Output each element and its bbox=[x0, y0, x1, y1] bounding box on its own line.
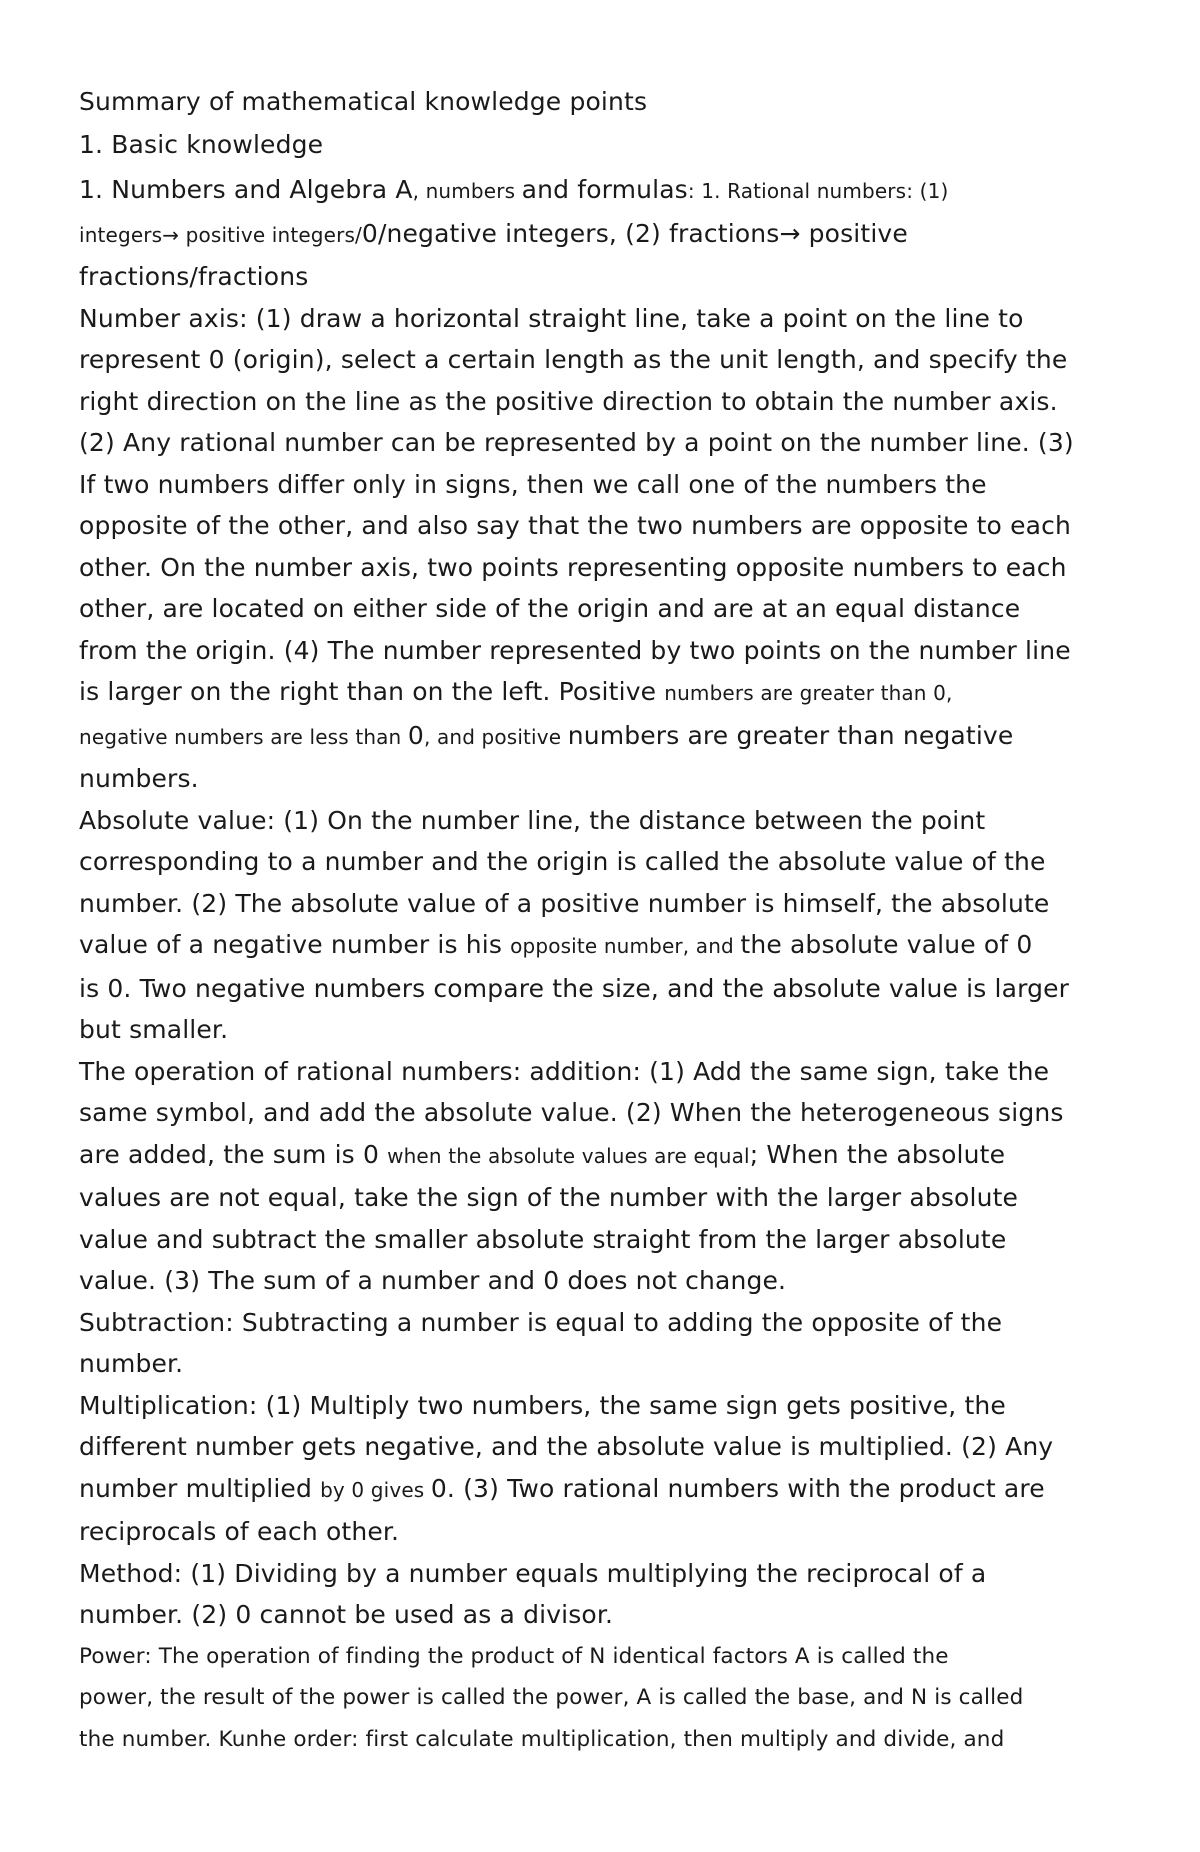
text-line bbox=[79, 671, 1129, 715]
text-line bbox=[79, 1385, 1129, 1427]
text-line bbox=[79, 1677, 1129, 1719]
text-run: The operation of rational numbers: addition: (1) Add the same sign, take the bbox=[79, 1056, 1050, 1086]
text-run: other. On the number axis, two points representing opposite numbers to each bbox=[79, 552, 1067, 582]
text-run: different number gets negative, and the absolute value is multiplied. (2) Any bbox=[79, 1432, 1054, 1461]
text-run: Subtraction: Subtracting a number is equal to adding the opposite of the bbox=[79, 1307, 1003, 1337]
text-run: power, the result of the power is called the power, A is called the base, and N is called bbox=[79, 1685, 1024, 1710]
text-run: values are not equal, take the sign of the number with the larger absolute bbox=[79, 1183, 1019, 1212]
text-line bbox=[79, 800, 1129, 842]
text-run: , numbers bbox=[412, 179, 522, 203]
text-line bbox=[79, 1260, 1129, 1302]
text-run: 0. (3) Two rational numbers with the product are bbox=[430, 1473, 1045, 1503]
text-run: fractions/fractions bbox=[79, 262, 309, 291]
text-line bbox=[79, 883, 1129, 925]
text-run: other, are located on either side of the origin and are at an equal distance bbox=[79, 594, 1021, 623]
text-run: numbers are greater than 0, bbox=[664, 681, 953, 705]
text-line bbox=[79, 630, 1129, 672]
text-line bbox=[79, 505, 1129, 547]
text-line bbox=[79, 1719, 1129, 1761]
text-line bbox=[79, 1426, 1129, 1468]
text-line bbox=[79, 1636, 1129, 1678]
text-run: represent 0 (origin), select a certain length as the unit length, and specify the bbox=[79, 345, 1068, 374]
text-run: opposite of the other, and also say that the two numbers are opposite to each bbox=[79, 511, 1071, 540]
text-line bbox=[79, 213, 1129, 257]
text-run: by 0 gives bbox=[320, 1477, 431, 1502]
text-line bbox=[79, 1594, 1129, 1636]
text-line bbox=[79, 924, 1129, 968]
text-run: ; When the absolute bbox=[749, 1139, 1006, 1169]
text-run: Absolute value: (1) On the number line, the distance between the point bbox=[79, 805, 986, 835]
text-run: If two numbers differ only in signs, then we call one of the numbers the bbox=[79, 469, 987, 499]
text-line bbox=[79, 1092, 1129, 1134]
document-title: Summary of mathematical knowledge points bbox=[79, 87, 648, 116]
text-line bbox=[79, 422, 1129, 464]
text-run: , and positive bbox=[423, 724, 568, 749]
text-line bbox=[79, 1511, 1129, 1553]
text-run: when the absolute values are equal bbox=[387, 1143, 750, 1168]
text-line bbox=[79, 841, 1129, 883]
text-run: corresponding to a number and the origin is called the absolute value of the bbox=[79, 847, 1046, 876]
text-line bbox=[79, 1553, 1129, 1595]
text-run: from the origin. (4) The number represented by two points on the number line bbox=[79, 635, 1071, 665]
paragraph-lines bbox=[79, 169, 1129, 1760]
text-run: the absolute value of 0 bbox=[740, 930, 1033, 959]
text-run: number. bbox=[79, 1349, 184, 1378]
text-line bbox=[79, 298, 1129, 340]
text-run: Number axis: (1) draw a horizontal straight line, take a point on the line to bbox=[79, 303, 1024, 333]
document-body bbox=[79, 82, 1129, 1760]
text-run: value. (3) The sum of a number and 0 does not change. bbox=[79, 1266, 787, 1295]
text-run: 0/negative integers, (2) fractions→ positive bbox=[361, 218, 908, 248]
text-run: Method: (1) Dividing by a number equals multiplying the reciprocal of a bbox=[79, 1558, 987, 1588]
text-run: integers→ positive integers/ bbox=[79, 222, 362, 247]
text-run: value and subtract the smaller absolute straight from the larger absolute bbox=[79, 1224, 1007, 1254]
text-line bbox=[79, 1009, 1129, 1051]
text-line bbox=[79, 588, 1129, 630]
text-run: negative numbers are less than bbox=[79, 724, 408, 749]
text-run: number multiplied bbox=[79, 1473, 321, 1503]
text-line bbox=[79, 256, 1129, 298]
text-run: 0 bbox=[407, 720, 424, 750]
text-run: Multiplication: (1) Multiply two numbers, the same sign gets positive, the bbox=[79, 1390, 1006, 1420]
text-line bbox=[79, 968, 1129, 1010]
text-line bbox=[79, 547, 1129, 589]
text-run: is larger on the right than on the left. Positive bbox=[79, 677, 665, 706]
text-run: number. (2) The absolute value of a positive number is himself, the absolute bbox=[79, 888, 1050, 918]
text-run: is 0. Two negative numbers compare the size, and the absolute value is larger bbox=[79, 973, 1070, 1003]
text-run: are added, the sum is 0 bbox=[79, 1139, 388, 1169]
text-line bbox=[79, 1177, 1129, 1219]
text-line bbox=[79, 715, 1129, 759]
text-line bbox=[79, 1134, 1129, 1178]
text-run: same symbol, and add the absolute value. (2) When the heterogeneous signs bbox=[79, 1098, 1064, 1127]
text-run: and formulas bbox=[521, 175, 688, 204]
text-run: numbers. bbox=[79, 764, 199, 793]
text-run: value of a negative number is his bbox=[79, 930, 511, 959]
text-run: but smaller. bbox=[79, 1015, 229, 1044]
text-run: numbers are greater than negative bbox=[567, 720, 1014, 750]
text-line bbox=[79, 464, 1129, 506]
text-run: right direction on the line as the positive direction to obtain the number axis. bbox=[79, 386, 1058, 416]
text-line bbox=[79, 758, 1129, 800]
text-run: (2) Any rational number can be represented by a point on the number line. (3) bbox=[79, 428, 1074, 457]
text-run: number. (2) 0 cannot be used as a divisor. bbox=[79, 1600, 614, 1629]
text-run: opposite number, and bbox=[510, 934, 741, 958]
text-line bbox=[79, 339, 1129, 381]
text-line bbox=[79, 1219, 1129, 1261]
text-run: the number. Kunhe order: first calculate multiplication, then multiply and divide, and bbox=[79, 1726, 1005, 1752]
text-run: reciprocals of each other. bbox=[79, 1517, 400, 1546]
section-heading: 1. Basic knowledge bbox=[79, 130, 324, 159]
text-run: 1. Numbers and Algebra A bbox=[79, 175, 413, 204]
text-line bbox=[79, 381, 1129, 423]
text-line bbox=[79, 1468, 1129, 1512]
text-line bbox=[79, 1051, 1129, 1093]
text-line bbox=[79, 169, 1129, 213]
text-line bbox=[79, 1302, 1129, 1344]
text-line bbox=[79, 1343, 1129, 1385]
text-run: Power: The operation of finding the product of N identical factors A is called the bbox=[79, 1643, 949, 1669]
text-run: : 1. Rational numbers: (1) bbox=[687, 179, 949, 203]
